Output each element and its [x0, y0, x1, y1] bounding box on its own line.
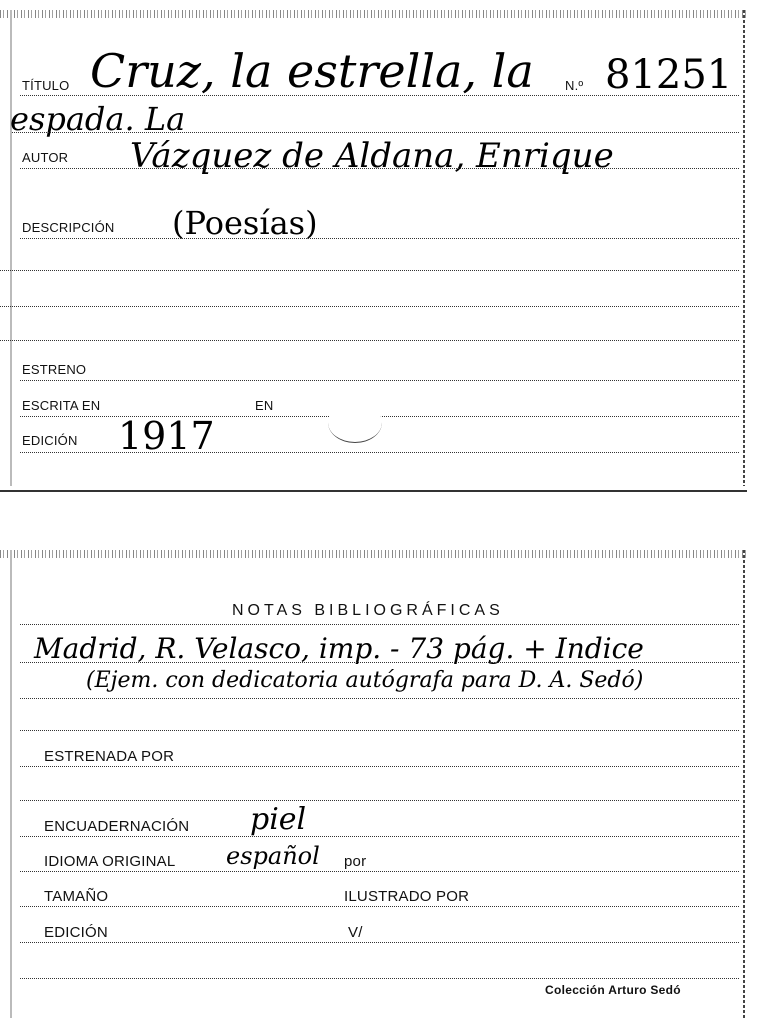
tamano-label: TAMAÑO	[44, 888, 109, 905]
blank-rule-bottom	[20, 978, 739, 979]
numero-value: 81251	[605, 52, 733, 98]
card-right-edge	[743, 10, 745, 486]
autor-rule	[20, 168, 739, 169]
blank-rule-3	[0, 340, 739, 341]
card-top-edge	[0, 550, 747, 558]
titulo-value: Cruz, la estrella, la	[90, 44, 534, 98]
punch-hole	[328, 402, 382, 443]
edicion-rule	[20, 452, 739, 453]
edicion-value: 1917	[118, 414, 215, 458]
notas-rule-1	[20, 624, 739, 625]
notas-rule-2	[20, 662, 739, 663]
notas-rule-3	[20, 698, 739, 699]
en-label: EN	[255, 398, 274, 413]
card-left-edge	[10, 10, 12, 486]
collection-label: Colección Arturo Sedó	[545, 983, 681, 997]
edicion-rule	[20, 942, 739, 943]
notas-heading: NOTAS BIBLIOGRÁFICAS	[232, 602, 504, 619]
titulo-continuation: espada. La	[10, 100, 186, 138]
blank-rule	[20, 800, 739, 801]
ilustrado-por-label: ILUSTRADO POR	[344, 888, 470, 905]
por-label: por	[344, 853, 367, 870]
autor-value: Vázquez de Aldana, Enrique	[130, 136, 614, 176]
autor-label: AUTOR	[22, 150, 69, 165]
encuadernacion-label: ENCUADERNACIÓN	[44, 818, 190, 835]
edicion-label: EDICIÓN	[44, 924, 108, 941]
tamano-rule	[20, 906, 739, 907]
catalog-card-front	[0, 0, 759, 496]
estreno-label: ESTRENO	[22, 362, 87, 377]
punch-notch	[368, 916, 380, 942]
card-top-edge	[0, 10, 747, 18]
card-right-edge	[743, 550, 745, 1018]
titulo-rule-2	[12, 132, 739, 133]
numero-label: N.º	[565, 78, 584, 93]
descripcion-rule	[20, 238, 739, 239]
idioma-original-value: español	[226, 842, 320, 870]
estreno-rule	[20, 380, 739, 381]
idioma-original-label: IDIOMA ORIGINAL	[44, 853, 176, 870]
notas-line-1: Madrid, R. Velasco, imp. - 73 pág. + Indice	[34, 632, 644, 665]
idioma-rule	[20, 871, 739, 872]
card-left-edge	[10, 550, 12, 1018]
escrita-en-label: ESCRITA EN	[22, 398, 101, 413]
notas-rule-4	[20, 730, 739, 731]
card-bottom-edge	[0, 490, 747, 492]
titulo-label: TÍTULO	[22, 78, 70, 93]
estrenada-rule	[20, 766, 739, 767]
encuadernacion-rule	[20, 836, 739, 837]
catalog-card-back	[0, 540, 759, 1028]
blank-rule-1	[0, 270, 739, 271]
notas-line-2: (Ejem. con dedicatoria autógrafa para D. A. Sedó)	[86, 668, 644, 693]
edicion-label: EDICIÓN	[22, 433, 78, 448]
blank-rule-2	[0, 306, 739, 307]
va-label: V/	[348, 924, 363, 941]
descripcion-label: DESCRIPCIÓN	[22, 220, 115, 235]
encuadernacion-value: piel	[250, 802, 307, 837]
descripcion-value: (Poesías)	[172, 204, 318, 242]
estrenada-por-label: ESTRENADA POR	[44, 748, 175, 765]
